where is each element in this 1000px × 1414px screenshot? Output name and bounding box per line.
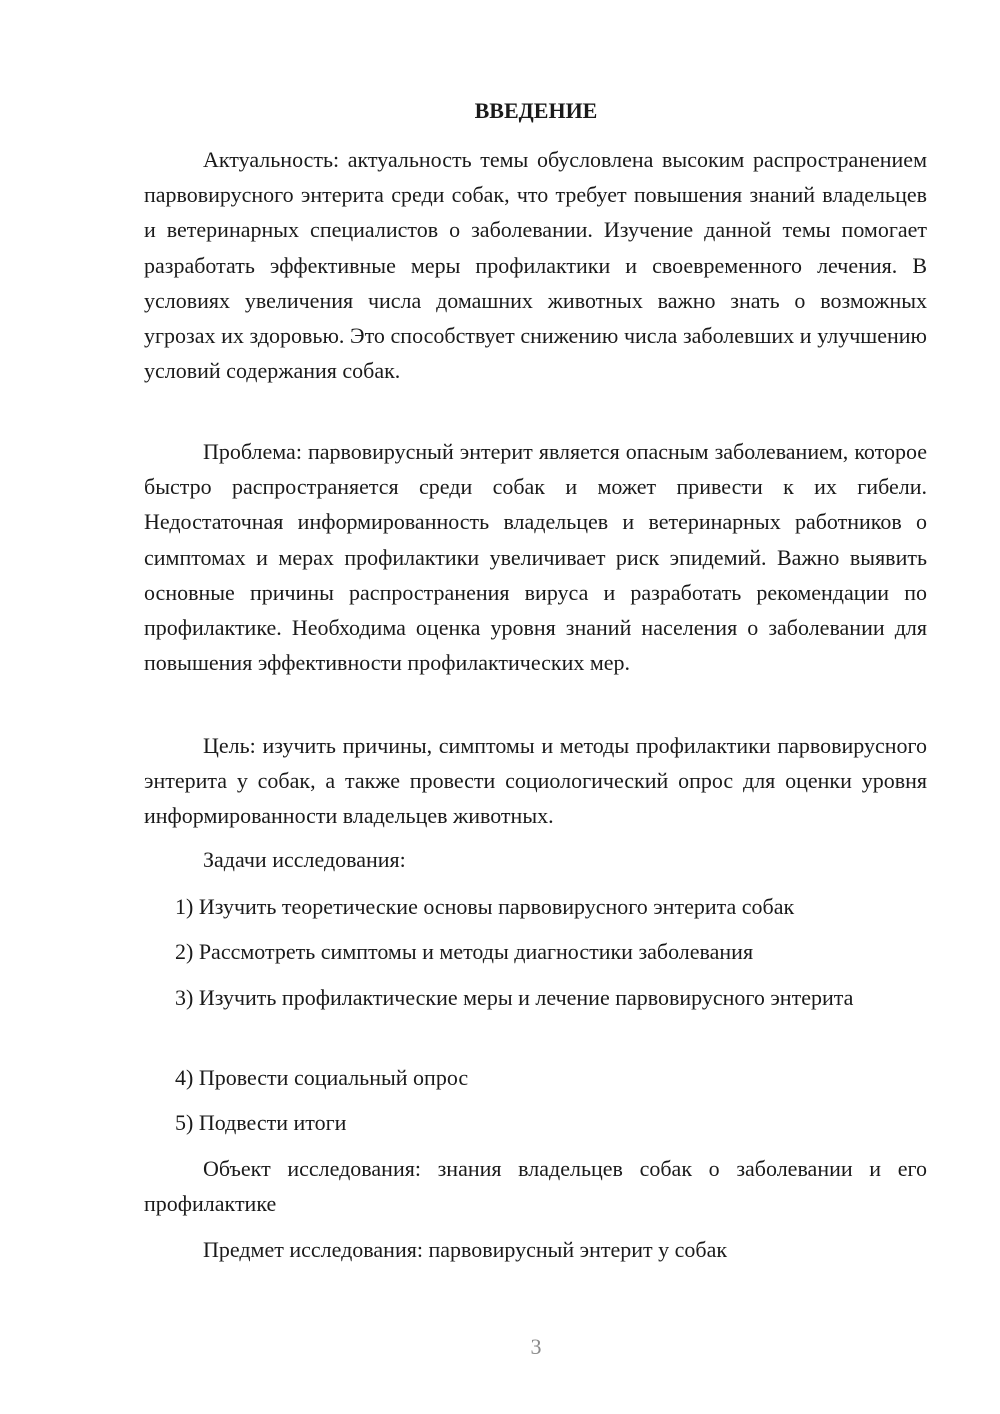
page-number: 3 [530,1334,542,1359]
task-item-2: 2) Рассмотреть симптомы и методы диагностики заболевания [175,939,754,964]
task-item-3: 3) Изучить профилактические меры и лечение парвовирусного энтерита [175,985,854,1010]
object-paragraph: Объект исследования: знания владельцев собак о заболевании и его профилактике [144,1156,927,1217]
section-heading: ВВЕДЕНИЕ [474,98,598,123]
tasks-title: Задачи исследования: [203,847,406,872]
task-item-5: 5) Подвести итоги [175,1110,347,1135]
task-item-4: 4) Провести социальный опрос [175,1065,469,1090]
subject-paragraph: Предмет исследования: парвовирусный энтерит у собак [203,1237,728,1262]
problem-paragraph: Проблема: парвовирусный энтерит является опасным заболеванием, которое быстро распространяется среди собак и может привести к их гибели. Недостаточная информированность владельцев и ветеринарных работников о симптомах и мерах профилактики увеличивает риск эпидемий. Важно выявить основные причины распространения вируса и разработать рекомендации по профилактике. Необходима оценка уровня знаний населения о заболевании для повышения эффективности профилактических мер. [144,439,927,676]
relevance-paragraph: Актуальность: актуальность темы обусловлена высоким распространением парвовирусного энтерита среди собак, что требует повышения знаний владельцев и ветеринарных специалистов о заболевании. Изучение данной темы помогает разработать эффективные меры профилактики и своевременного лечения. В условиях увеличения числа домашних животных важно знать о возможных угрозах их здоровью. Это способствует снижению числа заболевших и улучшению условий содержания собак. [144,147,927,384]
goal-paragraph: Цель: изучить причины, симптомы и методы профилактики парвовирусного энтерита у собак, а также провести социологический опрос для оценки уровня информированности владельцев животных. [144,733,927,829]
task-item-1: 1) Изучить теоретические основы парвовирусного энтерита собак [175,894,795,919]
